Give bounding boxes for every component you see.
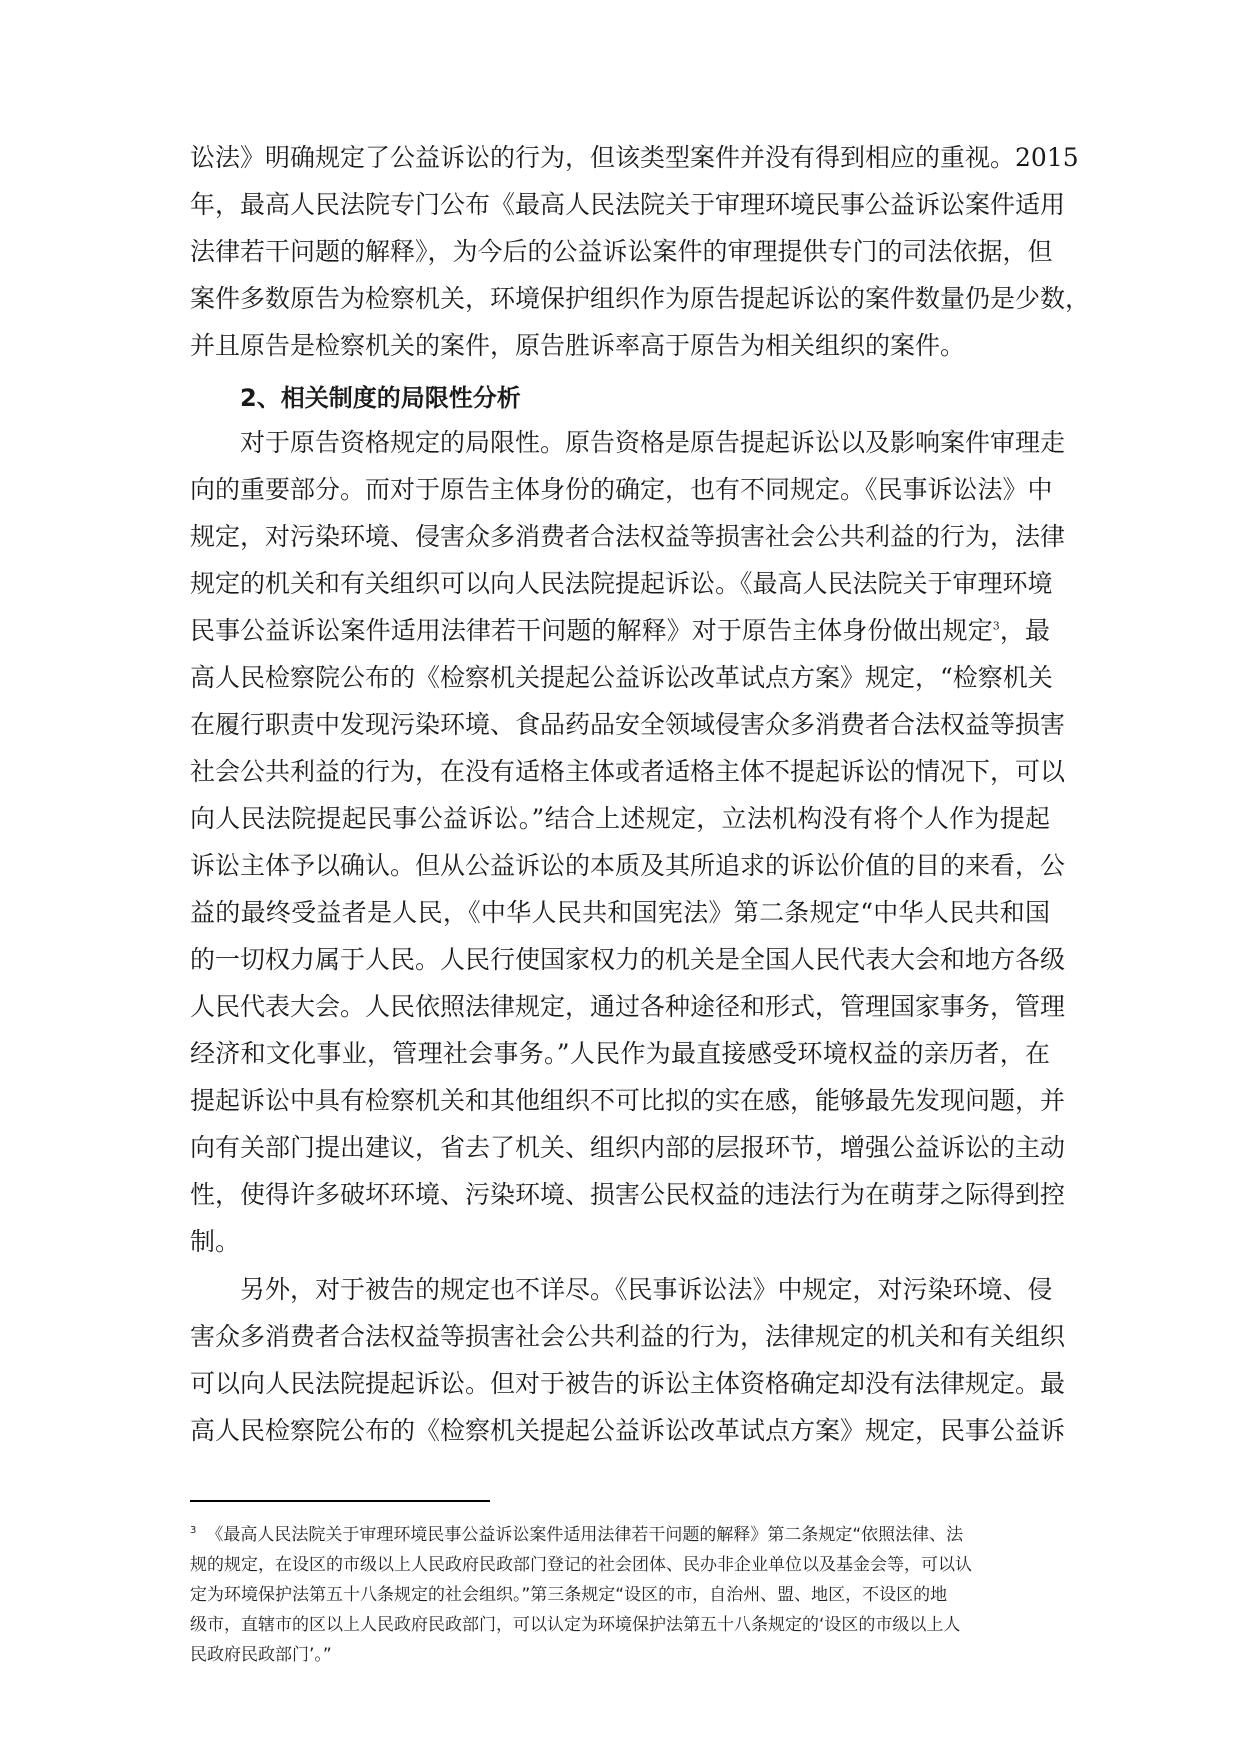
body-line: 人民代表大会。人民依照法律规定，通过各种途径和形式，管理国家事务，管理	[190, 992, 1066, 1021]
footnote-line: 规的规定，在设区的市级以上人民政府民政部门登记的社会团体、民办非企业单位以及基金会等，可以认	[190, 1555, 972, 1575]
body-line: 法律若干问题的解释》，为今后的公益诉讼案件的审理提供专门的司法依据，但	[190, 237, 1053, 266]
body-line-with-footnote-ref	[190, 609, 1050, 653]
footnote-text: 《最高人民法院关于审理环境民事公益诉讼案件适用法律若干问题的解释》第二条规定“依照法律、法	[206, 1525, 964, 1545]
body-line: 对于原告资格规定的局限性。原告资格是原告提起诉讼以及影响案件审理走	[240, 428, 1066, 457]
body-line: 规定的机关和有关组织可以向人民法院提起诉讼。《最高人民法院关于审理环境	[190, 569, 1053, 598]
body-line: 另外，对于被告的规定也不详尽。《民事诉讼法》中规定，对污染环境、侵	[240, 1275, 1053, 1304]
body-line: 向有关部门提出建议，省去了机关、组织内部的层报环节，增强公益诉讼的主动	[190, 1133, 1066, 1162]
body-line: 在履行职责中发现污染环境、食品药品安全领域侵害众多消费者合法权益等损害	[190, 710, 1066, 739]
body-line: 制。	[190, 1227, 241, 1256]
body-line: 向人民法院提起民事公益诉讼。”结合上述规定，立法机构没有将个人作为提起	[190, 804, 1050, 833]
footnote-line	[190, 1520, 1050, 1550]
footnote-line: 级市，直辖市的区以上人民政府民政部门，可以认定为环境保护法第五十八条规定的‘设区的市级以上人	[190, 1615, 961, 1635]
footnote-separator	[190, 1500, 490, 1502]
body-line: 向的重要部分。而对于原告主体身份的确定，也有不同规定。《民事诉讼法》中	[190, 475, 1053, 504]
body-line: 高人民检察院公布的《检察机关提起公益诉讼改革试点方案》规定，“检察机关	[190, 663, 1053, 692]
body-line: 害众多消费者合法权益等损害社会公共利益的行为，法律规定的机关和有关组织	[190, 1322, 1066, 1351]
footnote-reference[interactable]: 3	[992, 619, 1000, 633]
body-line: 案件多数原告为检察机关，环境保护组织作为原告提起诉讼的案件数量仍是少数，	[190, 284, 1091, 313]
body-line: 益的最终受益者是人民，《中华人民共和国宪法》第二条规定“中华人民共和国	[190, 898, 1050, 927]
body-line-text: 民事公益诉讼案件适用法律若干问题的解释》对于原告主体身份做出规定	[190, 616, 993, 645]
body-line: 高人民检察院公布的《检察机关提起公益诉讼改革试点方案》规定，民事公益诉	[190, 1416, 1066, 1445]
footnote-marker: 3	[190, 1525, 197, 1537]
body-line: 可以向人民法院提起诉讼。但对于被告的诉讼主体资格确定却没有法律规定。最	[190, 1369, 1066, 1398]
body-line: 讼法》明确规定了公益诉讼的行为，但该类型案件并没有得到相应的重视。2015	[190, 143, 1079, 172]
footnote-line: 民政府民政部门’。”	[190, 1645, 332, 1665]
body-line: 的一切权力属于人民。人民行使国家权力的机关是全国人民代表大会和地方各级	[190, 945, 1066, 974]
body-line: 性，使得许多破坏环境、污染环境、损害公民权益的违法行为在萌芽之际得到控	[190, 1180, 1066, 1209]
body-line: 并且原告是检察机关的案件，原告胜诉率高于原告为相关组织的案件。	[190, 331, 966, 360]
body-line: 提起诉讼中具有检察机关和其他组织不可比拟的实在感，能够最先发现问题，并	[190, 1086, 1066, 1115]
body-line-text: ，最	[999, 616, 1050, 645]
body-line: 诉讼主体予以确认。但从公益诉讼的本质及其所追求的诉讼价值的目的来看，公	[190, 851, 1066, 880]
body-line: 年，最高人民法院专门公布《最高人民法院关于审理环境民事公益诉讼案件适用	[190, 190, 1066, 219]
section-heading: 2、相关制度的局限性分析	[240, 384, 521, 412]
body-line: 规定，对污染环境、侵害众多消费者合法权益等损害社会公共利益的行为，法律	[190, 522, 1066, 551]
footnote-line: 定为环境保护法第五十八条规定的社会组织。”第三条规定“设区的市，自治州、盟、地区，不设区的地	[190, 1585, 948, 1605]
body-line: 社会公共利益的行为，在没有适格主体或者适格主体不提起诉讼的情况下，可以	[190, 757, 1066, 786]
body-line: 经济和文化事业，管理社会事务。”人民作为最直接感受环境权益的亲历者，在	[190, 1039, 1050, 1068]
